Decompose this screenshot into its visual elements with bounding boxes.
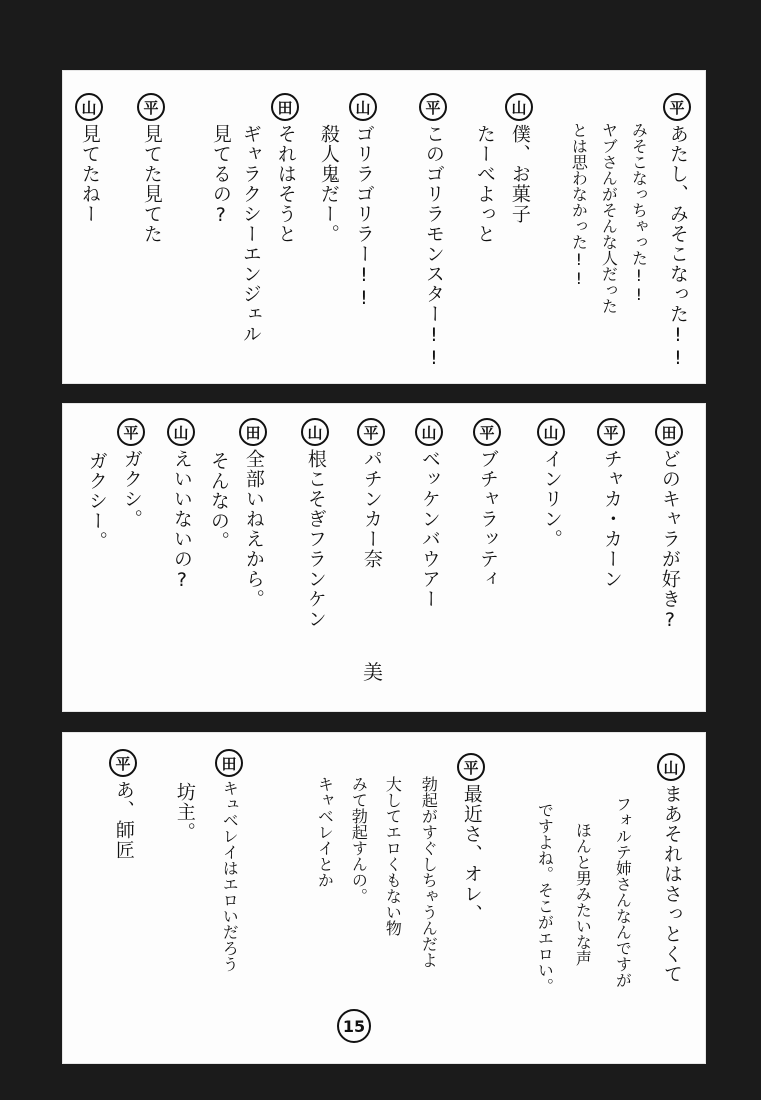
dialogue-text: ヤブさんがそんな人だった [599, 122, 619, 314]
dialogue-line [317, 121, 339, 244]
speaker-mark: 田 [655, 418, 683, 446]
speaker-mark: 平 [419, 93, 447, 121]
speaker-mark: 平 [663, 93, 691, 121]
dialogue-text: キャベレイとか [315, 776, 335, 888]
speaker-mark: 平 [597, 418, 625, 446]
dialogue-text: 見てるの? [209, 124, 232, 227]
dialogue-line [357, 418, 385, 569]
speaker-mark: 平 [357, 418, 385, 446]
dialogue-line [573, 819, 591, 966]
speaker-mark: 山 [537, 418, 565, 446]
speaker-mark: 平 [473, 418, 501, 446]
dialogue-text: それはそうと [274, 124, 297, 244]
dialogue-text: 僕、お菓子 [508, 124, 531, 224]
speaker-mark: 平 [109, 749, 137, 777]
dialogue-line [663, 93, 691, 370]
speaker-mark: 山 [505, 93, 533, 121]
dialogue-text: フォルテ姉さんなんですが [613, 796, 633, 988]
dialogue-line [457, 753, 485, 924]
dialogue-line [173, 779, 195, 842]
dialogue-text: このゴリラモンスター!! [422, 124, 445, 370]
dialogue-line [657, 753, 685, 984]
speaker-mark: 山 [657, 753, 685, 781]
dialogue-text: あ、師匠 [112, 780, 135, 860]
dialogue-panel-1 [62, 70, 706, 384]
dialogue-line [613, 793, 631, 988]
dialogue-text: どのキャラが好き? [658, 449, 681, 632]
dialogue-text: まあそれはさっとくて [660, 784, 683, 984]
dialogue-text: 根こそぎフランケン [304, 449, 327, 629]
dialogue-text: ゴリラゴリラー!! [352, 124, 375, 310]
dialogue-text: 全部いねえから。 [242, 449, 265, 609]
dialogue-line [109, 749, 137, 860]
dialogue-panel-2 [62, 403, 706, 712]
dialogue-line [655, 418, 683, 632]
dialogue-text: そんなの。 [207, 451, 230, 551]
dialogue-text: たーべよっと [473, 124, 496, 244]
dialogue-line [137, 93, 165, 244]
page-number: 15 [337, 1009, 371, 1043]
dialogue-text: ほんと男みたいな声 [573, 822, 593, 966]
speaker-mark: 田 [271, 93, 299, 121]
dialogue-text: ベッケンバウアー [418, 449, 441, 609]
speaker-mark: 山 [301, 418, 329, 446]
dialogue-text: あたし、みそこなった!! [666, 124, 689, 370]
speaker-mark: 平 [457, 753, 485, 781]
dialogue-text: ギャラクシーエンジェル [239, 124, 262, 344]
dialogue-text: みそこなっちゃった!! [629, 122, 649, 304]
speaker-mark: 山 [75, 93, 103, 121]
dialogue-text: ブチャラッティ [476, 449, 499, 589]
dialogue-line [599, 119, 617, 314]
dialogue-text: ガクシ。 [120, 449, 143, 529]
dialogue-text: 大してエロくもない物 [383, 776, 403, 936]
dialogue-line [349, 93, 377, 310]
dialogue-line [597, 418, 625, 589]
speaker-mark: 山 [349, 93, 377, 121]
dialogue-line [301, 418, 329, 629]
dialogue-line [209, 121, 231, 227]
dialogue-line [315, 773, 333, 888]
dialogue-line [215, 749, 243, 972]
dialogue-line [535, 799, 553, 994]
speaker-mark: 平 [137, 93, 165, 121]
dialogue-line [117, 418, 145, 529]
speaker-mark: 平 [117, 418, 145, 446]
dialogue-text: ですよね。そこがエロい。 [535, 802, 555, 994]
dialogue-line [537, 418, 565, 549]
dialogue-line [419, 773, 437, 968]
dialogue-text: 坊主。 [173, 782, 196, 842]
speaker-mark: 田 [215, 749, 243, 777]
dialogue-text: 勃起がすぐしちゃうんだよ [419, 776, 439, 968]
dialogue-line [419, 93, 447, 370]
speaker-mark: 山 [167, 418, 195, 446]
dialogue-line [383, 773, 401, 936]
dialogue-line [271, 93, 299, 244]
dialogue-text: キュベレイはエロいだろう [220, 780, 240, 972]
speaker-mark: 山 [415, 418, 443, 446]
dialogue-text: 殺人鬼だー。 [317, 124, 340, 244]
dialogue-text: みて勃起すんの。 [349, 776, 369, 904]
dialogue-line [85, 448, 107, 551]
dialogue-line [349, 773, 367, 904]
dialogue-text: 最近さ、オレ、 [460, 784, 483, 924]
dialogue-text: パチンカー奈 [360, 449, 383, 569]
dialogue-line [167, 418, 195, 592]
dialogue-line [239, 121, 261, 344]
dialogue-line [505, 93, 533, 224]
dialogue-text: ガクシー。 [85, 451, 108, 551]
dialogue-panel-3 [62, 732, 706, 1064]
dialogue-text: チャカ・カーン [600, 449, 623, 589]
dialogue-text: インリン。 [540, 449, 563, 549]
dialogue-line [207, 448, 229, 551]
dialogue-line [75, 93, 103, 224]
dialogue-line [415, 418, 443, 609]
dialogue-text: 見てたねー [78, 124, 101, 224]
dialogue-line [629, 119, 647, 304]
dialogue-line [239, 418, 267, 609]
dialogue-line [473, 121, 495, 244]
margin-note: 美 [363, 660, 383, 684]
dialogue-line [473, 418, 501, 589]
speaker-mark: 田 [239, 418, 267, 446]
dialogue-text: とは思わなかった!! [569, 122, 589, 288]
dialogue-text: えいいないの? [170, 449, 193, 592]
dialogue-text: 見てた見てた [140, 124, 163, 244]
dialogue-line [569, 119, 587, 288]
